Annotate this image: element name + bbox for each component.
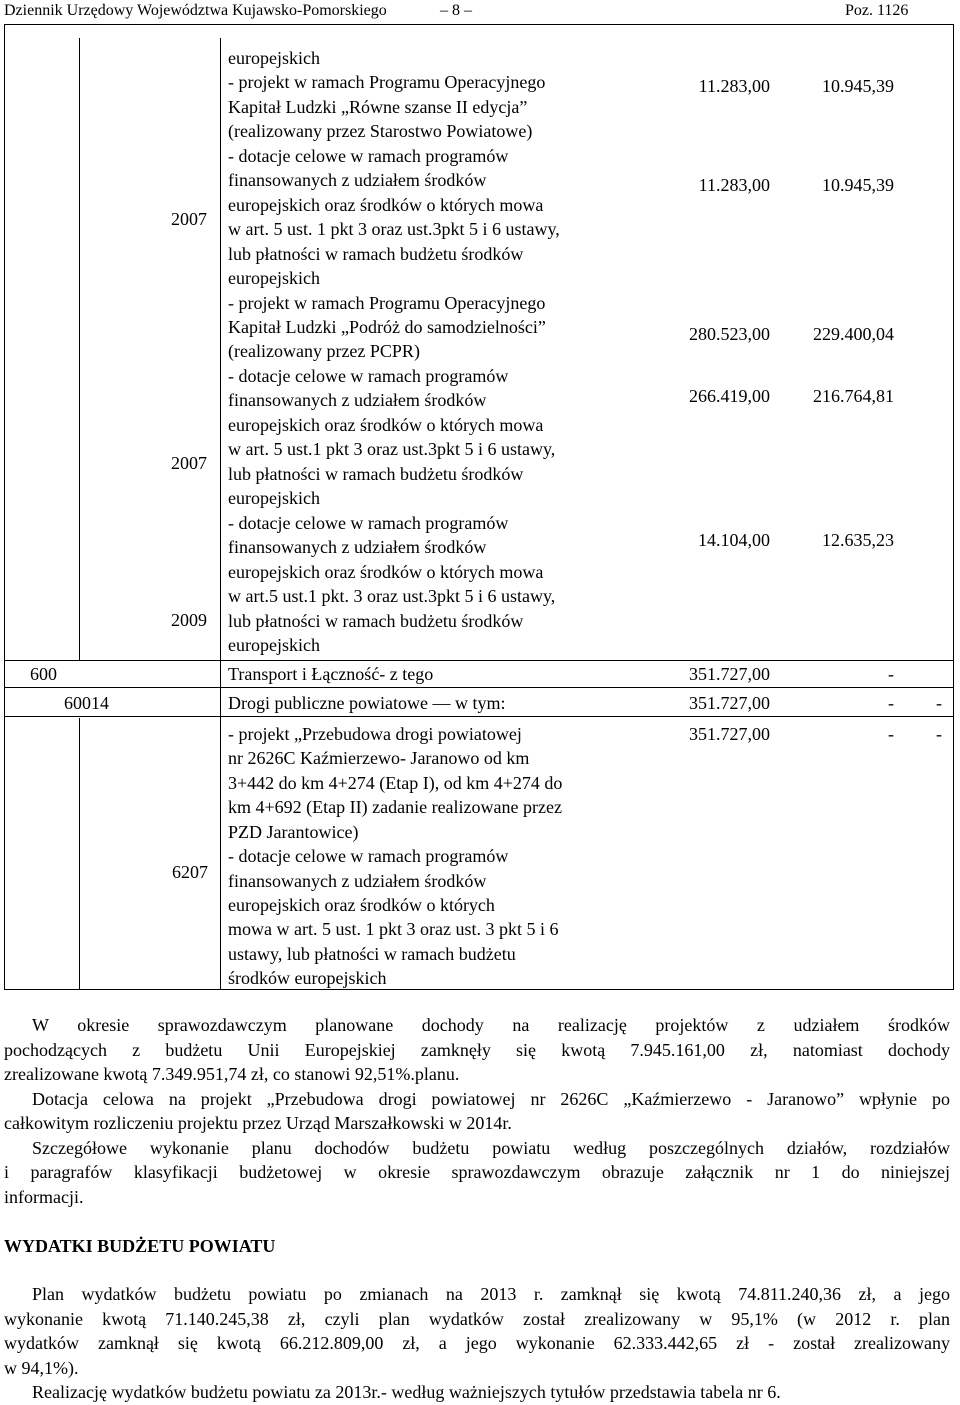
desc-line: finansowanych z udziałem środków [228, 537, 487, 557]
plan-amount: 11.283,00 [698, 76, 770, 96]
desc-line: w art.5 ust.1 pkt. 3 oraz ust.3pkt 5 i 6 ustawy, [228, 586, 556, 606]
table-border-right [953, 24, 954, 990]
desc-line: - dotacje celowe w ramach programów [228, 366, 509, 386]
desc-line: Kapitał Ludzki „Równe szanse II edycja” [228, 97, 528, 117]
desc-line: środków europejskich [228, 968, 387, 988]
dash: - [888, 724, 894, 744]
desc-line: - dotacje celowe w ramach programów [228, 513, 509, 533]
exec-amount: 10.945,39 [822, 76, 894, 96]
year-cell: 2007 [171, 453, 207, 473]
section-code: 600 [30, 664, 57, 684]
paragraph-line: Dotacja celowa na projekt „Przebudowa drogi powiatowej nr 2626C „Kaźmierzewo - Jaranowo” wpłynie po [32, 1089, 950, 1109]
desc-line: europejskich oraz środków o których mowa [228, 195, 544, 215]
plan-amount: 280.523,00 [689, 324, 770, 344]
plan-amount: 11.283,00 [698, 175, 770, 195]
paragraph-line: pochodzących z budżetu Unii Europejskiej zamknęły się kwotą 7.945.161,00 zł, natomiast dochody [4, 1040, 950, 1060]
exec-amount: 216.764,81 [813, 386, 894, 406]
desc-line: europejskich [228, 635, 320, 655]
chapter-code: 60014 [64, 693, 109, 713]
desc-line: finansowanych z udziałem środków [228, 390, 487, 410]
dash: - [888, 693, 894, 713]
year-cell: 2007 [171, 209, 207, 229]
desc-line: europejskich [228, 488, 320, 508]
row-rule-600-top [4, 660, 954, 661]
desc-line: europejskich oraz środków o których mowa [228, 562, 544, 582]
plan-amount: 14.104,00 [698, 530, 770, 550]
desc-line: Kapitał Ludzki „Podróż do samodzielności” [228, 317, 546, 337]
paragraph-line: wydatków zamknął się kwotą 66.212.809,00 zł, a jego wykonanie 62.333.442,65 zł - został zrealizowany [4, 1333, 950, 1353]
paragraph-line: zrealizowane kwotą 7.349.951,74 zł, co stanowi 92,51%.planu. [4, 1064, 460, 1084]
header-rule [4, 24, 954, 25]
paragraph-line: Plan wydatków budżetu powiatu po zmianach na 2013 r. zamknął się kwotą 74.811.240,36 zł, a jego [32, 1284, 950, 1304]
paragraph-line: wykonanie kwotą 71.140.245,38 zł, czyli plan wydatków został zrealizowany w 95,1% (w 2012 r. plan [4, 1309, 950, 1329]
paragraph-line: całkowitym rozliczeniu projektu przez Urząd Marszałkowski w 2014r. [4, 1113, 512, 1133]
dash: - [936, 724, 942, 744]
desc-line: europejskich oraz środków o których mowa [228, 415, 544, 435]
desc-line: w art. 5 ust. 1 pkt 3 oraz ust.3pkt 5 i 6 ustawy, [228, 219, 560, 239]
desc-line: - projekt „Przebudowa drogi powiatowej [228, 724, 522, 744]
desc-line: lub płatności w ramach budżetu środków [228, 244, 524, 264]
desc-line: europejskich [228, 48, 320, 68]
paragraph-line: W okresie sprawozdawczym planowane dochody na realizację projektów z udziałem środków [32, 1015, 950, 1035]
page-number: – 8 – [440, 2, 472, 19]
journal-title: Dziennik Urzędowy Województwa Kujawsko-Pomorskiego [4, 2, 387, 19]
row-rule-6207-top [4, 716, 954, 717]
section-heading: WYDATKI BUDŻETU POWIATU [4, 1236, 276, 1256]
desc-line: europejskich [228, 268, 320, 288]
dash: - [888, 664, 894, 684]
desc-line: finansowanych z udziałem środków [228, 871, 487, 891]
desc-line: nr 2626C Kaźmierzewo- Jaranowo od km [228, 748, 530, 768]
section-name: Transport i Łączność- z tego [228, 664, 434, 684]
paragraph-line: w 94,1%). [4, 1358, 79, 1378]
desc-line: mowa w art. 5 ust. 1 pkt 3 oraz ust. 3 pkt 5 i 6 [228, 919, 559, 939]
desc-line: finansowanych z udziałem środków [228, 170, 487, 190]
table-border-bottom [4, 989, 954, 990]
col-divider-a [79, 38, 80, 660]
dash: - [936, 693, 942, 713]
col-divider-a2 [79, 718, 80, 990]
exec-amount: 10.945,39 [822, 175, 894, 195]
row-rule-60014-top [4, 687, 954, 688]
paragraph-line: informacji. [4, 1187, 84, 1207]
table-border-left [4, 24, 5, 990]
plan-amount: 351.727,00 [689, 664, 770, 684]
desc-line: 3+442 do km 4+274 (Etap I), od km 4+274 do [228, 773, 563, 793]
paragraph-line: Szczegółowe wykonanie planu dochodów budżetu powiatu według poszczególnych działów, rozdziałów [32, 1138, 950, 1158]
desc-line: - projekt w ramach Programu Operacyjnego [228, 72, 546, 92]
year-cell: 2009 [171, 610, 207, 630]
desc-line: km 4+692 (Etap II) zadanie realizowane przez [228, 797, 562, 817]
exec-amount: 229.400,04 [813, 324, 894, 344]
desc-line: lub płatności w ramach budżetu środków [228, 464, 524, 484]
paragraph-line: Realizację wydatków budżetu powiatu za 2013r.- według ważniejszych tytułów przedstawia tabela nr 6. [32, 1382, 781, 1402]
plan-amount: 351.727,00 [689, 693, 770, 713]
desc-line: (realizowany przez PCPR) [228, 341, 420, 361]
position-number: Poz. 1126 [845, 2, 909, 19]
paragraph-code: 6207 [172, 862, 208, 882]
plan-amount: 351.727,00 [689, 724, 770, 744]
desc-line: - dotacje celowe w ramach programów [228, 146, 509, 166]
desc-line: PZD Jarantowice) [228, 822, 359, 842]
desc-line: (realizowany przez Starostwo Powiatowe) [228, 121, 533, 141]
desc-line: w art. 5 ust.1 pkt 3 oraz ust.3pkt 5 i 6 ustawy, [228, 439, 556, 459]
desc-line: - dotacje celowe w ramach programów [228, 846, 509, 866]
desc-line: - projekt w ramach Programu Operacyjnego [228, 293, 546, 313]
exec-amount: 12.635,23 [822, 530, 894, 550]
desc-line: lub płatności w ramach budżetu środków [228, 611, 524, 631]
desc-line: ustawy, lub płatności w ramach budżetu [228, 944, 516, 964]
plan-amount: 266.419,00 [689, 386, 770, 406]
chapter-name: Drogi publiczne powiatowe — w tym: [228, 693, 506, 713]
desc-line: europejskich oraz środków o których [228, 895, 495, 915]
col-divider-b [220, 38, 221, 990]
paragraph-line: i paragrafów klasyfikacji budżetowej w okresie sprawozdawczym obrazuje załącznik nr 1 do niniejszej [4, 1162, 950, 1182]
